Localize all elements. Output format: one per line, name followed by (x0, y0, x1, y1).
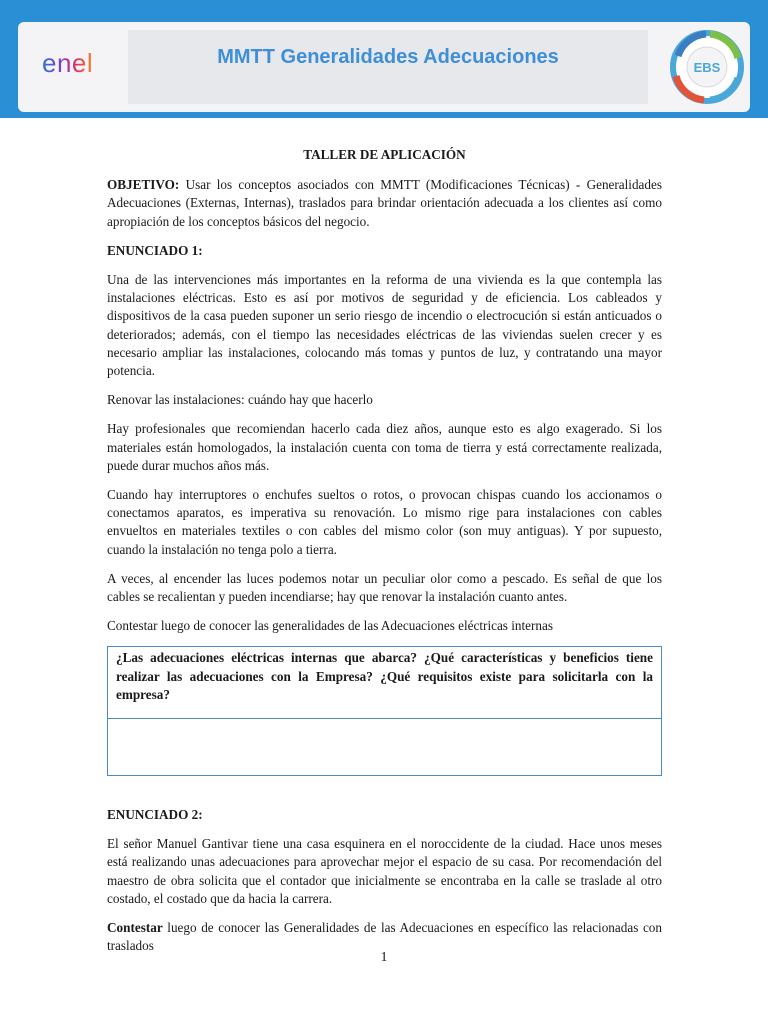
paragraph-5: A veces, al encender las luces podemos notar un peculiar olor como a pescado. Es señal de que los cables se recalientan y pueden incendiarse; hay que renovar la instalación cuanto antes. (107, 570, 662, 605)
paragraph-6: Contestar luego de conocer las generalidades de las Adecuaciones eléctricas internas (107, 618, 553, 634)
paragraph-3: Hay profesionales que recomiendan hacerlo cada diez años, aunque esto es algo exagerado. Si los materiales están homologados, la instalación cuenta con toma de tierra y está correctamente realizada, puede durar muchos años más. (107, 421, 662, 473)
paragraph-7: El señor Manuel Gantivar tiene una casa esquinera en el noroccidente de la ciudad. Hace unos meses está realizando unas adecuaciones para aprovechar mejor el espacio de su casa. Por recomendación del maestro de obra solicita que el contador que inicialmente se encontraba en la calle se traslade al otro costado, el costado que da hacia la carrera. (107, 836, 662, 906)
contestar-label: Contestar (107, 920, 163, 936)
header-title: MMTT Generalidades Adecuaciones (217, 46, 559, 68)
objective-paragraph (107, 176, 662, 231)
document-title: TALLER DE APLICACIÓN (303, 147, 466, 162)
enel-logo: enel (42, 48, 94, 78)
document-body (107, 140, 662, 967)
paragraph-8-text: luego de conocer las Generalidades de las Adecuaciones en específico las relacionadas con traslados (107, 920, 662, 954)
page-number: 1 (380, 950, 388, 965)
paragraph-1: Una de las intervenciones más importantes en la reforma de una vivienda es la que contempla las instalaciones eléctricas. Esto es así por motivos de seguridad y de eficiencia. Los cableados y dispositivos de la casa pueden suponer un serio riesgo de incendio o electrocución si están anticuados o deteriorados; además, con el tiempo las necesidades eléctricas de las viviendas suelen crecer y es necesario ampliar las instalaciones, colocando más tomas y puntos de luz, y contratando una mayor potencia. (107, 272, 662, 379)
enunciado-1-heading: ENUNCIADO 1: (107, 242, 203, 258)
paragraph-2: Renovar las instalaciones: cuándo hay que hacerlo (107, 392, 373, 408)
answer-area[interactable] (108, 719, 661, 775)
objective-text: Usar los conceptos asociados con MMTT (Modificaciones Técnicas) - Generalidades Adecuaciones (Externas, Internas), traslados para brindar orientación adecuada a los clientes así como apropiación de los conceptos básicos del negocio. (107, 177, 662, 229)
objective-label: OBJETIVO: (107, 177, 180, 193)
question-box (107, 646, 662, 776)
question-text: ¿Las adecuaciones eléctricas internas que abarca? ¿Qué características y beneficios tiene realizar las adecuaciones con la Empresa? ¿Qué requisitos existe para solicitarla con la empresa? (108, 647, 661, 719)
paragraph-4: Cuando hay interruptores o enchufes sueltos o rotos, o provocan chispas cuando los accionamos o conectamos aparatos, es imperativa su renovación. Lo mismo rige para instalaciones con cables envueltos en materiales textiles o con cables del mismo color (son muy antiguas). Y por supuesto, cuando la instalación no tenga polo a tierra. (107, 487, 662, 557)
header-card (18, 22, 750, 112)
badge-label: EBS (693, 60, 721, 75)
enunciado-2-heading: ENUNCIADO 2: (107, 807, 203, 823)
ebs-badge-logo (666, 26, 748, 108)
